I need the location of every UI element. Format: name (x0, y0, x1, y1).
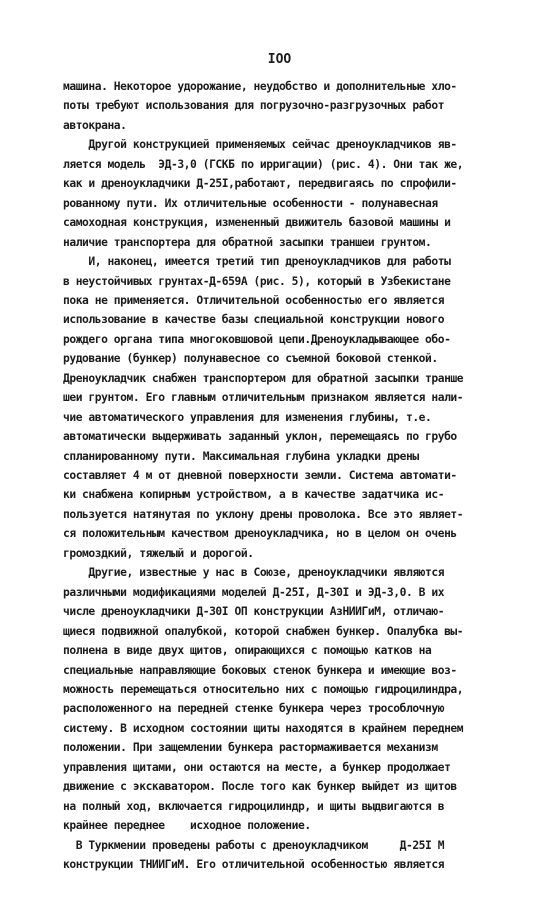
text-line: составляет 4 м от дневной поверхности земли. Система автомати- (63, 469, 457, 482)
text-line: Дреноукладчик снабжен транспортером для обратной засыпки транше (63, 371, 464, 385)
text-line: ляется модель ЭД-3,0 (ГСКБ по ирригации) (рис. 4). Они так же, (63, 157, 464, 171)
text-line: пока не применяется. Отличительной особенностью его является (63, 293, 445, 307)
text-line: на полный ход, включается гидроцилиндр, и щиты выдвигаются в (63, 799, 445, 813)
text-line: Другие, известные у нас в Союзе, дреноукладчики являются (63, 566, 445, 580)
text-line: движение с экскаватором. После того как бункер выйдет из щитов (63, 780, 457, 794)
text-line: положении. При защемлении бункера растормаживается механизм (63, 741, 438, 755)
text-line: в неустойчивых грунтах-Д-659А (рис. 5), который в Узбекистане (63, 274, 451, 288)
text-line: автоматически выдерживать заданный уклон, перемещаясь по грубо (63, 430, 457, 444)
text-line: конструкции ТНИИГиМ. Его отличительной особенностью является (63, 858, 445, 871)
text-line: шеи грунтом. Его главным отличительным признаком является нали- (63, 391, 464, 405)
page-number: IOO (267, 52, 292, 67)
text-line: систему. В исходном состоянии щиты находятся в крайнем переднем (63, 721, 464, 735)
text-line: ся положительным качеством дреноукладчика, но в целом он очень (63, 527, 457, 541)
text-line: громоздкий, тяжелый и дорогой. (63, 546, 254, 560)
text-line: полнена в виде двух щитов, опирающихся с помощью катков на (63, 644, 432, 658)
text-line: пользуется натянутая по уклону дрены проволока. Все это являет- (63, 507, 464, 521)
text-line: крайнее переднее исходное положение. (63, 819, 311, 833)
text-line: И, наконец, имеется третий тип дреноукладчиков для работы (63, 255, 451, 269)
text-line: наличие транспортера для обратной засыпки траншеи грунтом. (63, 235, 432, 249)
text-line: ки снабжена копирным устройством, а в качестве задатчика ис- (63, 488, 445, 502)
text-line: использование в качестве базы специальной конструкции нового (63, 313, 445, 327)
text-line: различными модификациями моделей Д-25I, Д-30I и ЭД-3,0. В их (63, 585, 445, 599)
text-line: В Туркмении проведены работы с дреноукладчиком Д-25I М (63, 838, 445, 852)
text-line: чие автоматического управления для изменения глубины, т.е. (63, 410, 432, 424)
text-line: машина. Некоторое удорожание, неудобство и дополнительные хло- (63, 80, 457, 93)
text-line: самоходная конструкция, измененный движитель базовой машины и (63, 216, 451, 230)
text-line: спланированному пути. Максимальная глубина укладки дрены (63, 449, 419, 463)
text-line: управления щитами, они остаются на месте, а бункер продолжает (63, 760, 451, 774)
text-line: рождего органа типа многоковшовой цепи.Дреноукладывающее обо- (63, 332, 451, 346)
text-line: поты требуют использования для погрузочно-разгрузочных работ (63, 99, 445, 113)
text-line: расположенного на передней стенке бункера через трособлочную (63, 702, 445, 716)
text-line: автокрана. (63, 118, 127, 132)
text-line: специальные направляющие боковых стенок бункера и имеющие воз- (63, 663, 457, 677)
text-line: рудование (бункер) полунавесное со съемной боковой стенкой. (63, 352, 438, 366)
text-line: щиеся подвижной опалубкой, которой снабжен бункер. Опалубка вы- (63, 624, 464, 638)
text-line: рованному пути. Их отличительные особенности - полунавесная (63, 196, 438, 210)
text-line: Другой конструкцией применяемых сейчас дреноукладчиков яв- (63, 138, 457, 152)
text-line: как и дреноукладчики Д-25I,работают, передвигаясь по спрофили- (63, 177, 457, 191)
text-line: числе дреноукладчики Д-30I ОП конструкции АзНИИГиМ, отличаю- (63, 605, 445, 619)
text-line: можность перемещаться относительно них с помощью гидроцилиндра, (63, 682, 464, 696)
